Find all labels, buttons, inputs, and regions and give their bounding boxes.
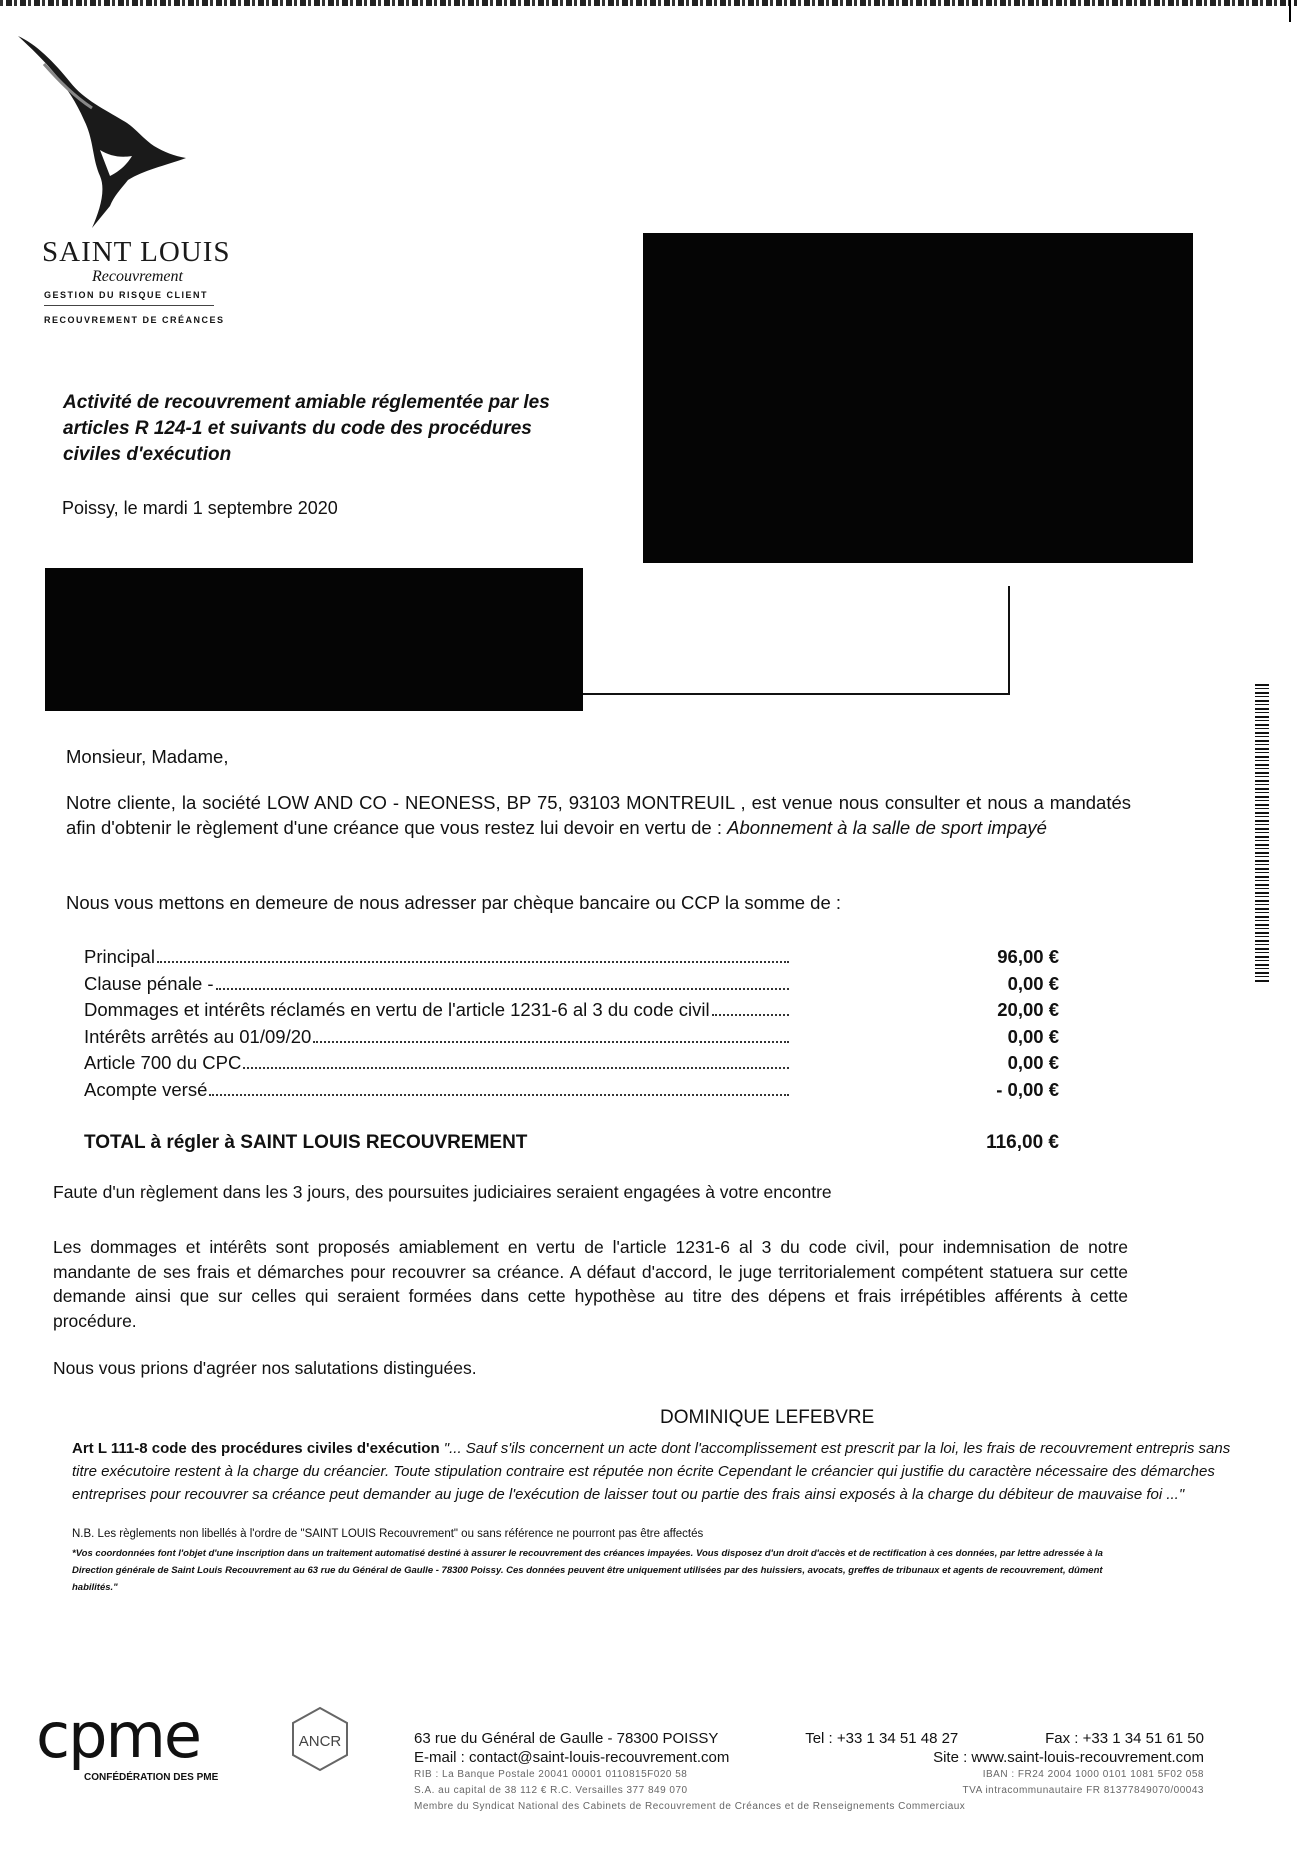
intro-reason: Abonnement à la salle de sport impayé: [727, 817, 1047, 838]
footer-tel: Tel : +33 1 34 51 48 27: [805, 1730, 959, 1747]
brand-script: Recouvrement: [92, 268, 183, 285]
footer-row-bank: [414, 1767, 1204, 1783]
footer-bank: RIB : La Banque Postale 20041 00001 0110815F020 58: [414, 1769, 688, 1780]
scan-top-edge: [0, 0, 1297, 6]
footer-address: 63 rue du Général de Gaulle - 78300 POISSY: [414, 1730, 719, 1747]
footer-row-web: [414, 1748, 1204, 1767]
footer-row-company: [414, 1783, 1204, 1799]
footer-contact: [414, 1729, 1204, 1815]
footer-company: S.A. au capital de 38 112 € R.C. Versailles 377 849 070: [414, 1785, 688, 1796]
closing-line: Nous vous prions d'agréer nos salutations distinguées.: [53, 1358, 477, 1378]
brand-tagline-1: GESTION DU RISQUE CLIENT: [44, 290, 209, 300]
legal-paragraph: Les dommages et intérêts sont proposés amiablement en vertu de l'article 1231-6 al 3 du code civil, pour indemnisation de notre mandante de ses frais et démarches pour recouvrer sa créance. A défaut d'accord, le juge territorialement compétent statuera sur cette demande ainsi que sur celles qui seraient formées dans cette hypothèse au titre des dépens et frais irrépétibles afférents à cette procédure.: [53, 1237, 1128, 1331]
amount-label: Dommages et intérêts réclamés en vertu de l'article 1231-6 al 3 du code civil: [84, 999, 710, 1020]
total-row: [84, 1132, 1059, 1154]
footer-member: Membre du Syndicat National des Cabinets de Recouvrement de Créances et de Renseignements Commerciaux: [414, 1801, 966, 1812]
brand-tagline-2: RECOUVREMENT DE CRÉANCES: [44, 315, 225, 325]
cpme-logo: [36, 1699, 200, 1772]
article-citation: [72, 1437, 1237, 1506]
salutation: Monsieur, Madame,: [66, 746, 229, 767]
postal-barcode: [1255, 684, 1269, 984]
address-window-corner-vertical: [1008, 586, 1010, 694]
footer-site: Site : www.saint-louis-recouvrement.com: [933, 1749, 1204, 1766]
amount-value: 0,00 €: [1007, 972, 1059, 994]
amount-label: Acompte versé: [84, 1078, 208, 1100]
amount-row: [84, 1079, 1059, 1106]
amount-row: [84, 1026, 1059, 1053]
amount-value: 0,00 €: [1007, 1052, 1059, 1073]
nb-note: N.B. Les règlements non libellés à l'ordre de "SAINT LOUIS Recouvrement" ou sans référence ne pourront pas être affectés: [72, 1528, 704, 1540]
brand-name: SAINT LOUIS: [42, 236, 231, 268]
cpme-subtitle: CONFÉDÉRATION DES PME: [84, 1772, 219, 1783]
leader-dots: [243, 1067, 789, 1069]
cpme-logo-text: cpme: [36, 1699, 200, 1772]
leader-dots: [216, 988, 789, 990]
letter-date: Poissy, le mardi 1 septembre 2020: [62, 498, 338, 518]
intro-text: Notre cliente, la société LOW AND CO - NEONESS, BP 75, 93103 MONTREUIL , est venue nous consulter et nous a mandatés afin d'obtenir le règlement d'une créance que vous restez lui devoir en vertu de :: [66, 792, 1131, 838]
amount-value: 96,00 €: [997, 946, 1059, 967]
footer-fax: Fax : +33 1 34 51 61 50: [1045, 1730, 1204, 1747]
eagle-logo-icon: [14, 30, 204, 230]
amount-label: Principal: [84, 946, 155, 967]
total-amount: 116,00 €: [986, 1132, 1059, 1153]
privacy-note: *Vos coordonnées font l'objet d'une inscription dans un traitement automatisé destiné à assurer le recouvrement des créances impayées. Vous disposez d'un droit d'accès et de rectification à ces données, par lettre adressée à la Direction générale de Saint Louis Recouvrement au 63 rue du Général de Gaulle - 78300 Poissy. Ces données peuvent être uniquement utilisées par des huissiers, avocats, greffes de tribunaux et agents de recouvrement, dûment habilités.": [72, 1548, 1103, 1593]
amount-row: [84, 999, 1059, 1026]
demand-text: Nous vous mettons en demeure de nous adresser par chèque bancaire ou CCP la somme de :: [66, 892, 842, 913]
ancr-logo-icon: [290, 1706, 350, 1772]
mandate-note: Activité de recouvrement amiable réglementée par les articles R 124-1 et suivants du code des procédures civiles d'exécution: [63, 392, 550, 465]
amount-label: Article 700 du CPC: [84, 1052, 242, 1073]
intro-paragraph: [66, 790, 1131, 840]
footer-tva: TVA intracommunautaire FR 81377849070/00043: [962, 1785, 1204, 1796]
redacted-block-reference: [45, 568, 583, 711]
article-heading: Art L 111-8 code des procédures civiles d'exécution: [72, 1440, 440, 1457]
amount-value: 0,00 €: [1007, 1025, 1059, 1047]
amounts-list: [84, 946, 1059, 1105]
brand-divider: [44, 305, 214, 306]
footer-email: E-mail : contact@saint-louis-recouvrement.com: [414, 1749, 730, 1766]
payment-warning: Faute d'un règlement dans les 3 jours, des poursuites judiciaires seraient engagées à votre encontre: [53, 1182, 832, 1202]
leader-dots: [157, 961, 789, 963]
amount-row: [84, 973, 1059, 1000]
amount-value: 20,00 €: [997, 999, 1059, 1020]
leader-dots: [712, 1014, 789, 1016]
amount-row: [84, 1052, 1059, 1079]
amount-value: - 0,00 €: [996, 1078, 1059, 1100]
address-window-corner-horizontal: [583, 693, 1010, 695]
total-label: TOTAL à régler à SAINT LOUIS RECOUVREMENT: [84, 1132, 528, 1153]
signer-name: DOMINIQUE LEFEBVRE: [660, 1407, 875, 1428]
leader-dots: [313, 1041, 789, 1043]
amount-label: Intérêts arrêtés au 01/09/20: [84, 1025, 312, 1047]
footer-row-address: [414, 1729, 1204, 1748]
footer-iban: IBAN : FR24 2004 1000 0101 1081 5F02 058: [982, 1769, 1204, 1780]
amount-label: Clause pénale -: [84, 972, 214, 994]
redacted-block-recipient: [643, 233, 1193, 563]
ancr-logo-text: ANCR: [298, 1733, 342, 1750]
scan-edge-mark: [1289, 0, 1291, 22]
amount-row: [84, 946, 1059, 973]
leader-dots: [209, 1094, 789, 1096]
article-text: "... Sauf s'ils concernent un acte dont l'accomplissement est prescrit par la loi, les frais de recouvrement entrepris sans titre exécutoire restent à la charge du créancier. Toute stipulation contraire est réputée non écrite Cependant le créancier qui justifie du caractère nécessaire des démarches entreprises pour recouvrer sa créance peut demander au juge de l'exécution de laisser tout ou partie des frais ainsi exposés à la charge du débiteur de mauvaise foi ...": [72, 1440, 1231, 1503]
